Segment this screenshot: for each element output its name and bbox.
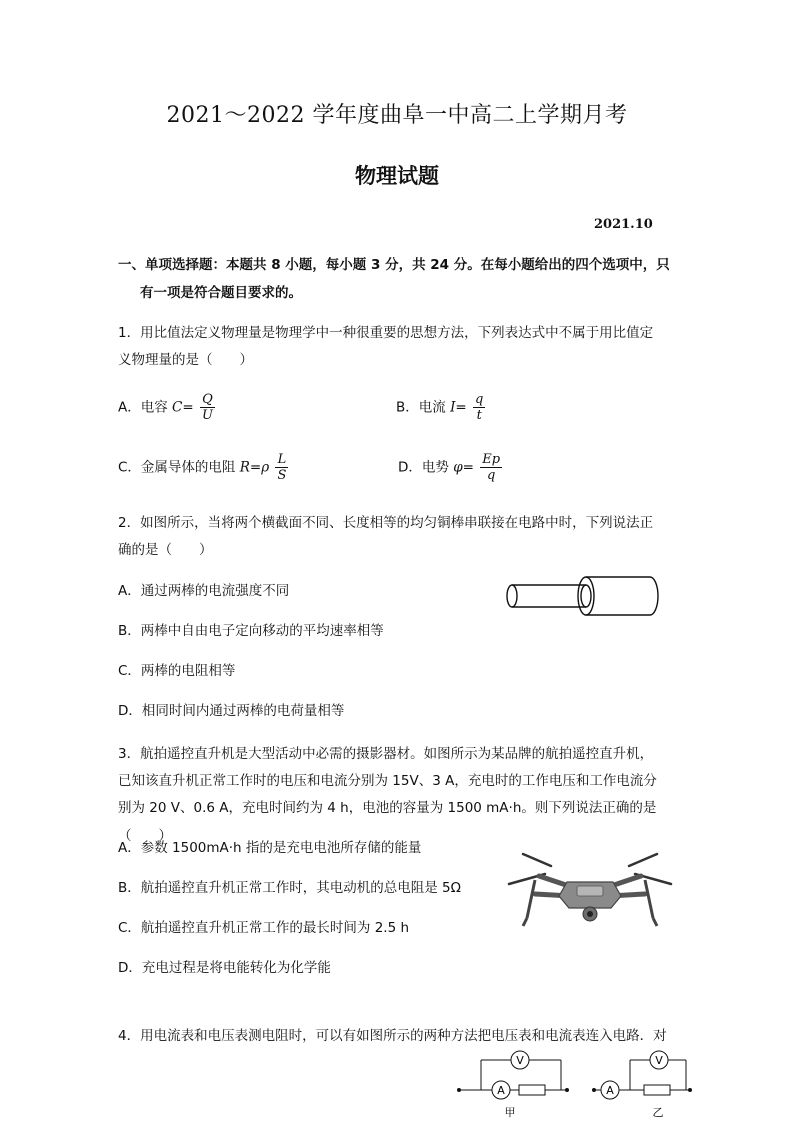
circuit-figure-yi: [590, 1046, 700, 1120]
q1-option-a-fraction: $\frac{Q}{U}$: [202, 392, 213, 423]
copper-rods-figure: [500, 571, 665, 621]
ammeter-symbol-yi: A: [606, 1084, 614, 1097]
exam-date: 2021.10: [594, 217, 653, 232]
q3-option-d[interactable]: D．充电过程是将电能转化为化学能: [118, 960, 331, 976]
figure-label-yi: 乙: [652, 1106, 664, 1119]
q2-option-a[interactable]: A．通过两棒的电流强度不同: [118, 583, 290, 599]
q1-option-c[interactable]: C．金属导体的电阻 R=ρ $\frac{L}{S}$: [118, 452, 287, 483]
q1-option-d-lhs: φ: [453, 459, 463, 476]
q1-stem-line2: 义物理量的是（ ）: [118, 352, 253, 368]
q1-option-a-label: A．电容: [118, 399, 168, 416]
circuit-figure-jia: [455, 1046, 575, 1120]
q3-option-b[interactable]: B．航拍遥控直升机正常工作时，其电动机的总电阻是 5Ω: [118, 880, 461, 896]
exam-title: 2021～2022 学年度曲阜一中高二上学期月考: [166, 103, 628, 128]
q3-option-c[interactable]: C．航拍遥控直升机正常工作的最长时间为 2.5 h: [118, 920, 410, 936]
q3-stem-line3: 别为 20 V、0.6 A，充电时间约为 4 h，电池的容量为 1500 mA·h。则下列说法正确的是（ ）: [118, 800, 657, 844]
q2-stem-line1: 2．如图所示，当将两个横截面不同、长度相等的均匀铜棒串联接在电路中时，下列说法正: [118, 515, 654, 531]
q2-option-b[interactable]: B．两棒中自由电子定向移动的平均速率相等: [118, 623, 384, 639]
exam-subtitle: 物理试题: [355, 163, 439, 188]
drone-image: [505, 852, 675, 932]
q4-stem-line1: 4．用电流表和电压表测电阻时，可以有如图所示的两种方法把电压表和电流表连入电路．对: [118, 1028, 667, 1044]
q2-option-d[interactable]: D．相同时间内通过两棒的电荷量相等: [118, 703, 345, 719]
figure-label-jia: 甲: [504, 1106, 516, 1119]
q1-option-b[interactable]: B．电流 I= $\frac{q}{t}$: [396, 392, 484, 423]
q1-option-b-label: B．电流: [396, 399, 446, 416]
q1-option-b-fraction: $\frac{q}{t}$: [475, 392, 484, 423]
q3-option-a[interactable]: A．参数 1500mA·h 指的是充电电池所存储的能量: [118, 840, 422, 856]
q1-option-a[interactable]: A．电容 C= $\frac{Q}{U}$: [118, 392, 213, 423]
q1-option-c-fraction: $\frac{L}{S}$: [277, 452, 287, 483]
section-heading-line1: 一、单项选择题：本题共 8 小题，每小题 3 分，共 24 分。在每小题给出的四个选项中，只: [118, 257, 670, 273]
q1-option-c-lhs: R: [239, 459, 250, 476]
q1-option-d-fraction: $\frac{Ep}{q}$: [482, 452, 501, 483]
section-heading-line2: 有一项是符合题目要求的。: [140, 285, 302, 301]
q2-option-c[interactable]: C．两棒的电阻相等: [118, 663, 236, 679]
q2-stem-line2: 确的是（ ）: [118, 542, 213, 558]
voltmeter-symbol-yi: V: [655, 1054, 663, 1067]
q1-option-a-lhs: C: [172, 399, 183, 416]
q1-option-d[interactable]: D．电势 φ= $\frac{Ep}{q}$: [398, 452, 501, 483]
voltmeter-symbol-jia: V: [516, 1054, 524, 1067]
q1-option-d-label: D．电势: [398, 459, 449, 476]
q3-stem-line1: 3．航拍遥控直升机是大型活动中必需的摄影器材。如图所示为某品牌的航拍遥控直升机，: [118, 746, 654, 762]
q3-stem-line2: 已知该直升机正常工作时的电压和电流分别为 15V、3 A，充电时的工作电压和工作电流分: [118, 773, 657, 789]
ammeter-symbol-jia: A: [497, 1084, 505, 1097]
q1-option-c-label: C．金属导体的电阻: [118, 459, 236, 476]
q1-option-b-lhs: I: [450, 399, 456, 416]
q1-stem-line1: 1．用比值法定义物理量是物理学中一种很重要的思想方法，下列表达式中不属于用比值定: [118, 325, 654, 341]
